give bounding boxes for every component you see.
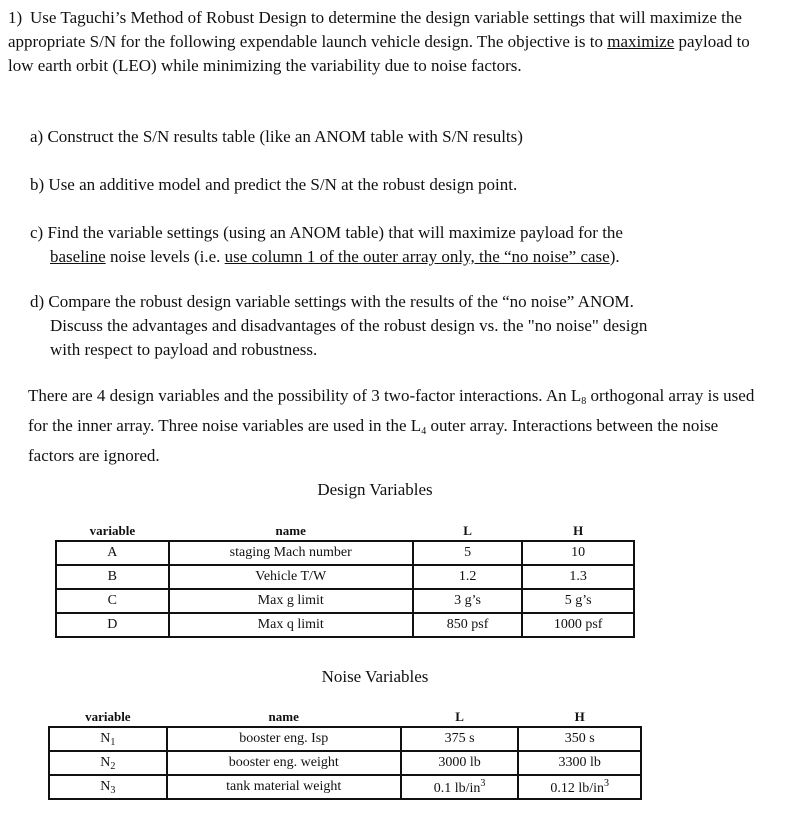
- question-d-line1: d) Compare the robust design variable settings with the results of the “no noise” ANOM.: [30, 292, 634, 311]
- cell-low: 375 s: [401, 727, 519, 751]
- cell-variable: $N_3$: [49, 775, 167, 799]
- question-c-line1: c) Find the variable settings (using an ANOM table) that will maximize payload for the: [30, 223, 623, 242]
- underlined-baseline: baseline: [50, 247, 106, 266]
- design-header-name: name: [275, 523, 306, 538]
- design-table-title: Design Variables: [317, 480, 433, 499]
- cell-high: 5 g’s: [522, 589, 634, 613]
- cell-name: Max g limit: [169, 589, 413, 613]
- cell-low: 1.2: [413, 565, 523, 589]
- cell-variable: $N_2$: [49, 751, 167, 775]
- problem-number: 1): [8, 8, 23, 27]
- cell-name: staging Mach number: [169, 541, 413, 565]
- question-c-line2: [30, 245, 770, 269]
- problem-statement: [8, 6, 768, 78]
- table-row: [49, 775, 641, 799]
- cell-name: tank material weight: [167, 775, 401, 799]
- problem-text: Use Taguchi’s Method of Robust Design to determine the design variable settings that will maximize the appropriate S/N for the following expendable launch vehicle design. The objective is to: [8, 8, 742, 51]
- noise-header-low: L: [455, 709, 464, 724]
- intro-text-2: orthogonal array is used for the inner array. Three noise variables are used in the L: [28, 386, 755, 435]
- cell-low: 850 psf: [413, 613, 523, 637]
- intro-paragraph: [28, 384, 768, 468]
- problem-underlined-word: maximize: [607, 32, 675, 51]
- underlined-column-note: use column 1 of the outer array only, the “no noise” case: [224, 247, 610, 266]
- design-variables-table: [55, 522, 635, 638]
- noise-table-title: Noise Variables: [321, 667, 429, 686]
- cell-variable: $N_1$: [49, 727, 167, 751]
- question-a: a) Construct the S/N results table (like an ANOM table with S/N results): [30, 127, 523, 146]
- table-row: [56, 541, 634, 565]
- cell-name: booster eng. Isp: [167, 727, 401, 751]
- design-header-variable: variable: [89, 523, 136, 538]
- cell-low: 0.1 $lb/in^3$: [401, 775, 519, 799]
- noise-header-variable: variable: [85, 709, 131, 724]
- question-c-close: ).: [609, 247, 620, 266]
- table-row: [56, 565, 634, 589]
- cell-variable: D: [56, 613, 169, 637]
- noise-variables-table: [48, 708, 642, 800]
- cell-high: 10: [522, 541, 634, 565]
- cell-name: Max q limit: [169, 613, 413, 637]
- question-d-line2: Discuss the advantages and disadvantages of the robust design vs. the "no noise" design: [50, 316, 648, 335]
- cell-variable: B: [56, 565, 169, 589]
- cell-high: 0.12 $lb/in^3$: [518, 775, 641, 799]
- question-c: [30, 221, 770, 269]
- noise-header-name: name: [268, 709, 299, 724]
- cell-high: 3300 lb: [518, 751, 641, 775]
- cell-low: 3 g’s: [413, 589, 523, 613]
- intro-sub-8: 8: [581, 396, 587, 407]
- intro-sub-4: 4: [421, 426, 427, 437]
- cell-high: 1.3: [522, 565, 634, 589]
- table-row: [49, 751, 641, 775]
- cell-name: booster eng. weight: [167, 751, 401, 775]
- design-header-high: H: [573, 523, 584, 538]
- cell-variable: C: [56, 589, 169, 613]
- table-row: [56, 613, 634, 637]
- cell-variable: A: [56, 541, 169, 565]
- table-row: [49, 727, 641, 751]
- table-row: [56, 589, 634, 613]
- cell-low: 5: [413, 541, 523, 565]
- question-b: b) Use an additive model and predict the S/N at the robust design point.: [30, 175, 518, 194]
- cell-high: 350 s: [518, 727, 641, 751]
- problem-text-end: payload to low earth orbit (LEO) while minimizing the variability due to noise factors.: [8, 32, 750, 75]
- cell-name: Vehicle T/W: [169, 565, 413, 589]
- question-d: [30, 290, 770, 362]
- intro-text-3: outer array. Interactions between the noise factors are ignored.: [28, 416, 719, 465]
- intro-text-1: There are 4 design variables and the possibility of 3 two-factor interactions. An L: [28, 386, 582, 405]
- question-c-text: noise levels (i.e.: [105, 247, 225, 266]
- cell-high: 1000 psf: [522, 613, 634, 637]
- noise-header-high: H: [574, 709, 585, 724]
- cell-low: 3000 lb: [401, 751, 519, 775]
- question-d-line3: with respect to payload and robustness.: [50, 340, 318, 359]
- design-header-low: L: [463, 523, 472, 538]
